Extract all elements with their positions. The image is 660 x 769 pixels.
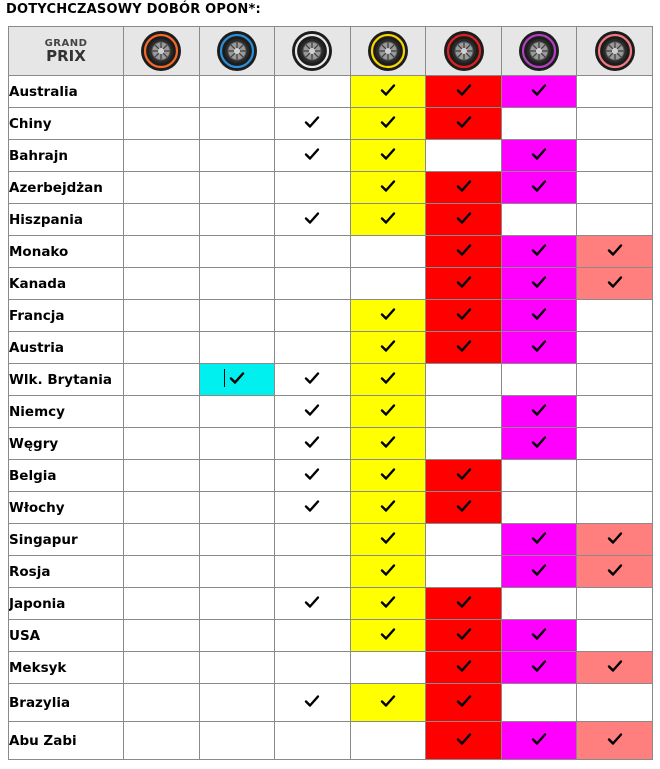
race-name: Australia (9, 76, 124, 108)
check-icon (531, 402, 547, 418)
compound-cell (124, 236, 200, 268)
compound-cell (124, 300, 200, 332)
table-row (9, 524, 653, 556)
check-icon (304, 146, 320, 162)
compound-cell (350, 460, 426, 492)
race-name: Azerbejdżan (9, 172, 124, 204)
check-icon (456, 242, 472, 258)
compound-cell (350, 652, 426, 684)
compound-cell (426, 108, 502, 140)
race-name: USA (9, 620, 124, 652)
compound-cell (199, 108, 275, 140)
compound-cell (199, 396, 275, 428)
table-row (9, 300, 653, 332)
compound-cell (426, 204, 502, 236)
compound-cell (199, 460, 275, 492)
check-icon (380, 82, 396, 98)
compound-cell (426, 652, 502, 684)
table-row (9, 652, 653, 684)
check-icon (456, 114, 472, 130)
compound-cell (275, 652, 351, 684)
table-row (9, 140, 653, 172)
compound-cell (275, 140, 351, 172)
compound-cell (350, 428, 426, 460)
race-name: Rosja (9, 556, 124, 588)
check-icon (304, 402, 320, 418)
check-icon (607, 731, 623, 747)
compound-cell (124, 268, 200, 300)
check-icon (607, 274, 623, 290)
check-icon (607, 242, 623, 258)
compound-cell (426, 722, 502, 760)
check-icon (304, 466, 320, 482)
check-icon (380, 693, 396, 709)
check-icon (456, 626, 472, 642)
table-row (9, 492, 653, 524)
tyre-white-icon (290, 29, 334, 73)
compound-cell (501, 492, 577, 524)
compound-cell (577, 332, 653, 364)
compound-cell (501, 588, 577, 620)
compound-cell (275, 172, 351, 204)
compound-cell (426, 236, 502, 268)
compound-cell (577, 620, 653, 652)
compound-cell (199, 524, 275, 556)
compound-cell (501, 332, 577, 364)
compound-cell (275, 268, 351, 300)
check-icon (456, 82, 472, 98)
compound-cell (577, 428, 653, 460)
tyre-header-1 (124, 27, 200, 76)
compound-cell (350, 268, 426, 300)
race-name: Brazylia (9, 684, 124, 722)
table-row (9, 722, 653, 760)
check-icon (380, 114, 396, 130)
compound-cell (275, 492, 351, 524)
compound-cell (199, 236, 275, 268)
compound-cell (426, 300, 502, 332)
compound-cell (501, 140, 577, 172)
check-icon (380, 562, 396, 578)
compound-cell (577, 108, 653, 140)
table-header-row (9, 27, 653, 76)
compound-cell (124, 364, 200, 396)
check-icon (380, 530, 396, 546)
compound-cell (275, 236, 351, 268)
tyre-red-icon (442, 29, 486, 73)
compound-cell (350, 620, 426, 652)
check-icon (456, 466, 472, 482)
compound-cell (577, 172, 653, 204)
compound-cell (501, 364, 577, 396)
compound-cell (426, 620, 502, 652)
compound-cell (501, 396, 577, 428)
compound-cell (501, 204, 577, 236)
check-icon (531, 562, 547, 578)
check-icon (229, 370, 245, 386)
compound-cell (426, 172, 502, 204)
compound-cell (501, 556, 577, 588)
table-row (9, 620, 653, 652)
compound-cell (199, 428, 275, 460)
compound-cell (275, 556, 351, 588)
check-icon (304, 370, 320, 386)
table-row (9, 556, 653, 588)
compound-cell (350, 684, 426, 722)
compound-cell (275, 76, 351, 108)
compound-cell (275, 396, 351, 428)
compound-cell (501, 236, 577, 268)
compound-cell (577, 524, 653, 556)
compound-cell (350, 300, 426, 332)
compound-cell (501, 722, 577, 760)
compound-cell (577, 364, 653, 396)
compound-cell (350, 236, 426, 268)
compound-cell (350, 140, 426, 172)
compound-cell (501, 172, 577, 204)
check-icon (304, 210, 320, 226)
compound-cell (124, 140, 200, 172)
table-row (9, 204, 653, 236)
check-icon (304, 693, 320, 709)
race-name: Francja (9, 300, 124, 332)
compound-cell (275, 204, 351, 236)
table-row (9, 172, 653, 204)
check-icon (607, 562, 623, 578)
compound-cell (577, 652, 653, 684)
logo-top-text: GRAND (44, 37, 88, 49)
compound-cell (501, 524, 577, 556)
check-icon (531, 146, 547, 162)
check-icon (380, 370, 396, 386)
check-icon (380, 626, 396, 642)
compound-cell (577, 460, 653, 492)
race-name: Austria (9, 332, 124, 364)
compound-cell (577, 236, 653, 268)
compound-cell (124, 460, 200, 492)
tyre-yellow-icon (366, 29, 410, 73)
race-name: Chiny (9, 108, 124, 140)
compound-cell (577, 268, 653, 300)
compound-cell (501, 620, 577, 652)
table-row (9, 236, 653, 268)
race-name: Węgry (9, 428, 124, 460)
race-name: Wlk. Brytania (9, 364, 124, 396)
tyre-header-6 (501, 27, 577, 76)
page-title: DOTYCHCZASOWY DOBÓR OPON*: (6, 2, 261, 17)
table-row (9, 76, 653, 108)
compound-cell (199, 722, 275, 760)
tyre-orange-icon (139, 29, 183, 73)
check-icon (380, 594, 396, 610)
check-icon (456, 210, 472, 226)
tyre-header-7 (577, 27, 653, 76)
compound-cell (124, 652, 200, 684)
race-name: Abu Zabi (9, 722, 124, 760)
compound-cell (577, 76, 653, 108)
compound-cell (275, 300, 351, 332)
compound-cell (199, 300, 275, 332)
compound-cell (199, 652, 275, 684)
check-icon (531, 274, 547, 290)
check-icon (531, 731, 547, 747)
compound-cell (124, 76, 200, 108)
tyre-header-4 (350, 27, 426, 76)
check-icon (607, 530, 623, 546)
compound-cell (275, 428, 351, 460)
check-icon (456, 693, 472, 709)
compound-cell (350, 172, 426, 204)
tyre-header-3 (275, 27, 351, 76)
compound-cell (501, 652, 577, 684)
table-row (9, 588, 653, 620)
compound-cell (124, 396, 200, 428)
compound-cell (275, 524, 351, 556)
compound-cell (275, 684, 351, 722)
check-icon (607, 658, 623, 674)
compound-cell (426, 332, 502, 364)
compound-cell (199, 588, 275, 620)
compound-cell (350, 588, 426, 620)
check-icon (304, 434, 320, 450)
check-icon (380, 402, 396, 418)
compound-cell (199, 172, 275, 204)
check-icon (531, 626, 547, 642)
compound-cell (426, 524, 502, 556)
tyre-header-2 (199, 27, 275, 76)
check-icon (304, 114, 320, 130)
tyre-purple-icon (517, 29, 561, 73)
check-icon (531, 658, 547, 674)
check-icon (380, 210, 396, 226)
logo-bottom-text: PRIX (46, 46, 86, 65)
check-icon (456, 178, 472, 194)
compound-cell (426, 588, 502, 620)
compound-cell (350, 492, 426, 524)
check-icon (531, 242, 547, 258)
compound-cell (199, 556, 275, 588)
race-name: Singapur (9, 524, 124, 556)
compound-cell (275, 588, 351, 620)
compound-cell (426, 396, 502, 428)
compound-cell (577, 556, 653, 588)
compound-cell (577, 396, 653, 428)
compound-cell (275, 108, 351, 140)
compound-cell (426, 140, 502, 172)
race-name: Niemcy (9, 396, 124, 428)
compound-cell (199, 332, 275, 364)
tyre-selection-table (8, 26, 653, 760)
race-name: Włochy (9, 492, 124, 524)
check-icon (456, 338, 472, 354)
check-icon (531, 306, 547, 322)
compound-cell (350, 76, 426, 108)
check-icon (531, 82, 547, 98)
compound-cell (124, 524, 200, 556)
compound-cell (350, 108, 426, 140)
compound-cell (426, 268, 502, 300)
check-icon (456, 594, 472, 610)
table-row (9, 460, 653, 492)
tyre-header-5 (426, 27, 502, 76)
compound-cell (577, 204, 653, 236)
grand-prix-logo-cell (9, 27, 124, 76)
compound-cell (350, 524, 426, 556)
compound-cell (124, 204, 200, 236)
check-icon (531, 338, 547, 354)
compound-cell (124, 684, 200, 722)
table-row (9, 332, 653, 364)
compound-cell (124, 620, 200, 652)
compound-cell (350, 556, 426, 588)
compound-cell (124, 332, 200, 364)
check-icon (456, 731, 472, 747)
compound-cell (199, 268, 275, 300)
compound-cell (275, 460, 351, 492)
table-row (9, 364, 653, 396)
race-name: Hiszpania (9, 204, 124, 236)
compound-cell (350, 396, 426, 428)
compound-cell (124, 172, 200, 204)
compound-cell (501, 76, 577, 108)
compound-cell (199, 620, 275, 652)
compound-cell (275, 620, 351, 652)
table-row (9, 396, 653, 428)
check-icon (531, 530, 547, 546)
compound-cell (577, 722, 653, 760)
check-icon (304, 594, 320, 610)
compound-cell (350, 364, 426, 396)
compound-cell (501, 428, 577, 460)
compound-cell (199, 140, 275, 172)
table-row (9, 684, 653, 722)
check-icon (456, 658, 472, 674)
compound-cell (501, 268, 577, 300)
check-icon (456, 306, 472, 322)
compound-cell (577, 684, 653, 722)
compound-cell (426, 556, 502, 588)
tyre-pink-icon (593, 29, 637, 73)
check-icon (531, 434, 547, 450)
compound-cell (275, 722, 351, 760)
race-name: Japonia (9, 588, 124, 620)
race-name: Bahrajn (9, 140, 124, 172)
compound-cell (577, 588, 653, 620)
check-icon (380, 178, 396, 194)
check-icon (380, 146, 396, 162)
check-icon (456, 274, 472, 290)
compound-cell (124, 556, 200, 588)
check-icon (456, 498, 472, 514)
table-row (9, 268, 653, 300)
compound-cell (577, 492, 653, 524)
compound-cell (199, 492, 275, 524)
compound-cell (426, 684, 502, 722)
compound-cell (124, 588, 200, 620)
compound-cell (275, 332, 351, 364)
check-icon (380, 306, 396, 322)
compound-cell (426, 428, 502, 460)
compound-cell (426, 364, 502, 396)
race-name: Belgia (9, 460, 124, 492)
compound-cell (199, 684, 275, 722)
compound-cell (501, 300, 577, 332)
compound-cell (501, 108, 577, 140)
compound-cell (426, 460, 502, 492)
compound-cell (124, 722, 200, 760)
check-icon (531, 178, 547, 194)
compound-cell (577, 140, 653, 172)
race-name: Meksyk (9, 652, 124, 684)
compound-cell (199, 364, 275, 396)
check-icon (304, 498, 320, 514)
table-row (9, 428, 653, 460)
check-icon (380, 498, 396, 514)
compound-cell (577, 300, 653, 332)
compound-cell (426, 492, 502, 524)
compound-cell (501, 684, 577, 722)
compound-cell (124, 428, 200, 460)
compound-cell (275, 364, 351, 396)
compound-cell (350, 204, 426, 236)
race-name: Monako (9, 236, 124, 268)
check-icon (380, 466, 396, 482)
compound-cell (350, 722, 426, 760)
compound-cell (501, 460, 577, 492)
grand-prix-logo (9, 39, 123, 64)
compound-cell (350, 332, 426, 364)
table-row (9, 108, 653, 140)
tyre-blue-icon (215, 29, 259, 73)
compound-cell (199, 76, 275, 108)
compound-cell (426, 76, 502, 108)
check-icon (380, 434, 396, 450)
race-name: Kanada (9, 268, 124, 300)
compound-cell (124, 492, 200, 524)
check-icon (380, 338, 396, 354)
compound-cell (199, 204, 275, 236)
compound-cell (124, 108, 200, 140)
